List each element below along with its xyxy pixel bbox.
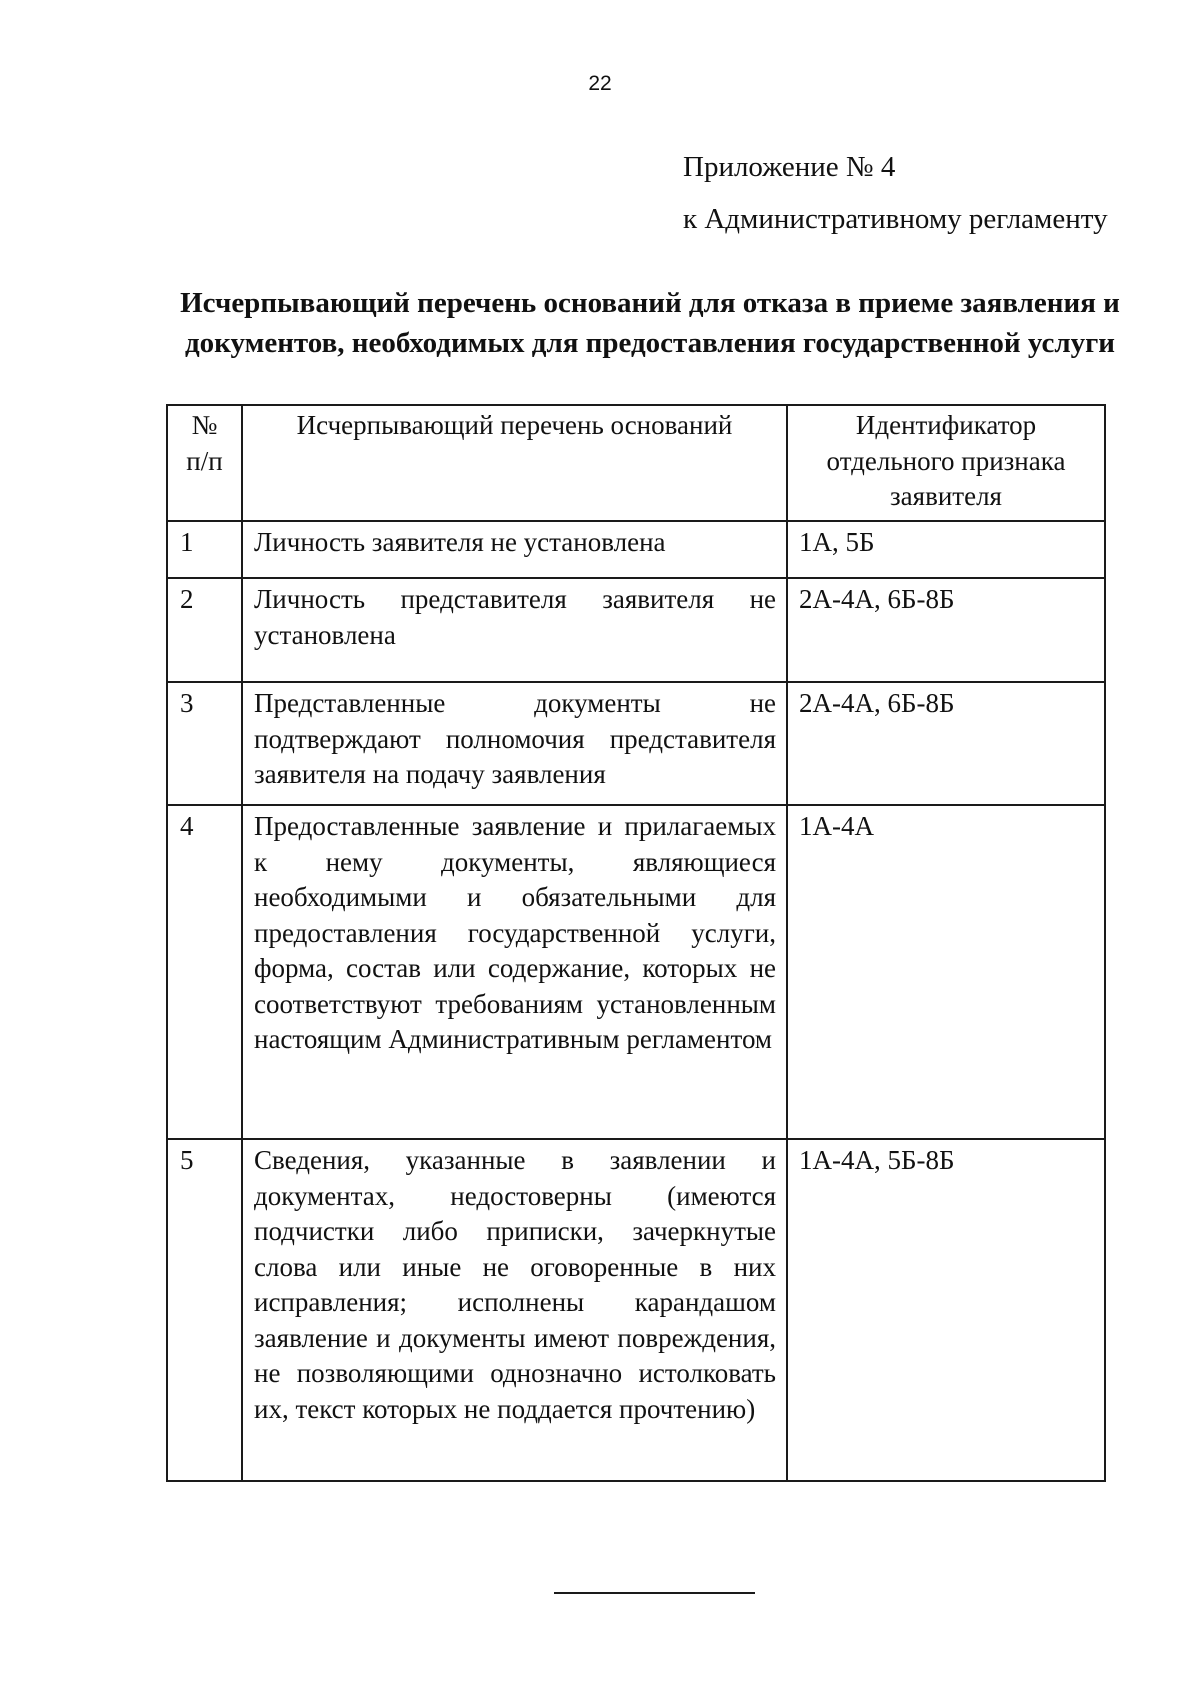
closing-divider — [554, 1592, 755, 1594]
row-ground: Личность представителя заявителя не установлена — [242, 578, 787, 682]
row-number: 5 — [167, 1139, 242, 1481]
row-ground: Личность заявителя не установлена — [242, 521, 787, 578]
page-number: 22 — [588, 72, 612, 95]
document-title-line-1: Исчерпывающий перечень оснований для отказа в приеме заявления и — [180, 287, 1120, 319]
header-number — [167, 405, 242, 521]
document-title — [180, 283, 1120, 363]
table-header-row — [167, 405, 1105, 521]
row-identifier: 1А, 5Б — [787, 521, 1105, 578]
row-ground: Сведения, указанные в заявлении и документах, недостоверны (имеются подчистки либо приписки, зачеркнутые слова или иные не оговоренные в них исправления; исполнены карандашом заявление и документы имеют повреждения, не позволяющими однозначно истолковать их, текст которых не поддается прочтению) — [242, 1139, 787, 1481]
row-ground: Представленные документы не подтверждают полномочия представителя заявителя на подачу заявления — [242, 682, 787, 805]
header-number-abbrev: п/п — [186, 445, 223, 476]
appendix-reference: к Административному регламенту — [683, 203, 1108, 235]
header-identifier: Идентификатор отдельного признака заявителя — [787, 405, 1105, 521]
row-number: 4 — [167, 805, 242, 1139]
table-row — [167, 578, 1105, 682]
row-identifier: 1А-4А, 5Б-8Б — [787, 1139, 1105, 1481]
row-identifier: 1А-4А — [787, 805, 1105, 1139]
row-number: 3 — [167, 682, 242, 805]
row-number: 2 — [167, 578, 242, 682]
row-identifier: 2А-4А, 6Б-8Б — [787, 578, 1105, 682]
table-row — [167, 682, 1105, 805]
header-grounds: Исчерпывающий перечень оснований — [242, 405, 787, 521]
document-title-line-2: документов, необходимых для предоставления государственной услуги — [185, 327, 1115, 359]
row-identifier: 2А-4А, 6Б-8Б — [787, 682, 1105, 805]
row-number: 1 — [167, 521, 242, 578]
table-row — [167, 521, 1105, 578]
table-row — [167, 805, 1105, 1139]
grounds-table — [166, 404, 1106, 1482]
row-ground: Предоставленные заявление и прилагаемых к нему документы, являющиеся необходимыми и обязательными для предоставления государственной услуги, форма, состав или содержание, которых не соответствуют требованиям установленным настоящим Административным регламентом — [242, 805, 787, 1139]
table-row — [167, 1139, 1105, 1481]
appendix-number: Приложение № 4 — [683, 151, 896, 183]
header-number-sign: № — [191, 410, 218, 440]
